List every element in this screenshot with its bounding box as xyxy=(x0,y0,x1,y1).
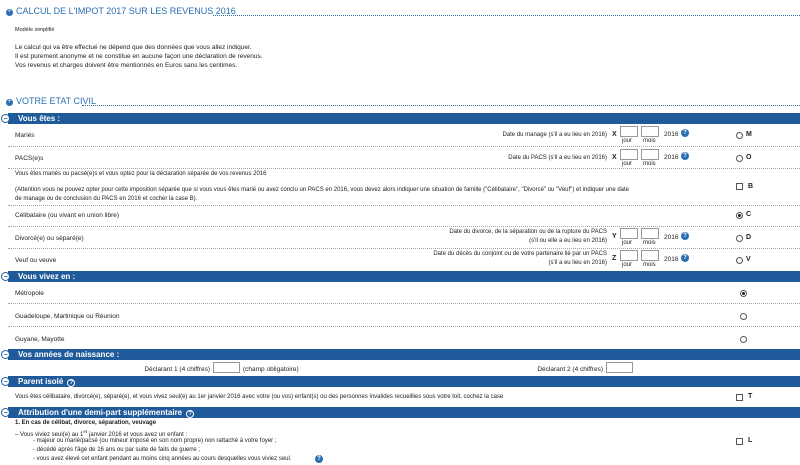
veuf-date-label-1: Date du décès du conjoint ou de votre partenaire lié par un PACS xyxy=(433,251,607,257)
divorce-date-label-2: (s'il ou elle a eu lieu en 2016) xyxy=(529,238,607,244)
declarant-2-input[interactable] xyxy=(606,362,633,373)
help-icon[interactable]: ? xyxy=(186,410,194,418)
band-label: Vos années de naissance : xyxy=(18,350,120,359)
separe-line-2: (Attention vous ne pouvez opter pour cette imposition séparée que si vous vous êtes marié ou avez conclu un PACS en 2016, vous devez alors indiquer une situation de famille ("Célibataire", "Divorcé" ou "Veuf") et indiquer une date xyxy=(15,187,630,193)
subtitle: Modèle simplifié xyxy=(15,27,55,33)
jour-caption: jour xyxy=(622,240,633,246)
maries-jour-input[interactable] xyxy=(620,126,638,137)
letter-c: C xyxy=(746,211,752,218)
help-icon[interactable]: ? xyxy=(681,129,689,137)
row-divider xyxy=(8,205,800,206)
line-1-sup: er xyxy=(83,429,88,434)
divorce-mois-input[interactable] xyxy=(641,228,659,239)
intro-line-1: Le calcul qui va être effectué ne dépend que des données que vous allez indiquer. xyxy=(15,44,252,51)
jour-caption: jour xyxy=(622,161,633,167)
celibataire-label: Célibataire (ou vivant en union libre) xyxy=(15,212,120,219)
demi-part-line-3: - décédé après l'âge de 16 ans ou par suite de faits de guerre ; xyxy=(33,447,200,453)
mois-caption: mois xyxy=(643,262,656,268)
divider xyxy=(82,105,800,106)
radio-celibataire[interactable] xyxy=(736,212,743,219)
intro-line-3: Vos revenus et charges doivent être mentionnés en Euros sans les centimes. xyxy=(15,62,238,69)
help-icon[interactable]: ? xyxy=(67,379,75,387)
band-vous-etes xyxy=(3,113,800,124)
row-divider xyxy=(8,326,800,327)
line-1-start: – Vous viviez seul(e) au 1 xyxy=(15,432,84,438)
page-title xyxy=(6,6,236,16)
band-demi-part xyxy=(3,407,800,418)
jour-caption: jour xyxy=(622,138,633,144)
line-1-end: janvier 2016 et vous avez un enfant : xyxy=(87,432,188,438)
letter-t: T xyxy=(748,393,753,400)
expand-icon[interactable]: − xyxy=(1,272,10,281)
demi-part-line-2: - majeur ou marié/pacsé (ou mineur imposé en son nom propre) non rattaché à votre foyer ; xyxy=(33,438,277,444)
option-antilles: Guadeloupe, Martinique ou Réunion xyxy=(15,313,120,320)
veuf-mois-input[interactable] xyxy=(641,250,659,261)
maries-label: Mariés xyxy=(15,132,35,139)
separe-line-1: Vous êtes mariés ou pacsé(e)s et vous optez pour la déclaration séparée de vos revenus 2016 xyxy=(15,171,267,177)
veuf-jour-input[interactable] xyxy=(620,250,638,261)
veuf-label: Veuf ou veuve xyxy=(15,257,57,264)
mois-caption: mois xyxy=(643,138,656,144)
veuf-code: Z xyxy=(612,255,617,262)
radio-pacses[interactable] xyxy=(736,155,743,162)
expand-icon[interactable]: − xyxy=(1,114,10,123)
jour-caption: jour xyxy=(622,262,633,268)
row-divider xyxy=(8,168,800,169)
row-divider xyxy=(8,146,800,147)
pacses-jour-input[interactable] xyxy=(620,149,638,160)
divorce-label: Divorcé(e) ou séparé(e) xyxy=(15,235,84,242)
radio-metropole[interactable] xyxy=(740,290,747,297)
letter-v: V xyxy=(746,256,751,263)
pacses-date-label: Date du PACS (s'il a eu lieu en 2016) xyxy=(508,155,607,161)
checkbox-l[interactable] xyxy=(736,438,743,445)
band-label: Vous vivez en : xyxy=(18,272,76,281)
maries-year: 2016 xyxy=(664,131,679,138)
band-naissance xyxy=(3,349,800,360)
band-label-wrap xyxy=(18,407,194,418)
collapse-icon[interactable]: + xyxy=(7,9,12,15)
declarant-1-input[interactable] xyxy=(213,362,240,373)
band-label: Vous êtes : xyxy=(18,114,61,123)
maries-mois-input[interactable] xyxy=(641,126,659,137)
radio-guyane[interactable] xyxy=(740,336,747,343)
help-icon[interactable]: ? xyxy=(681,254,689,262)
separe-line-3: de manage ou de conclusion du PACS en 2016 et cocher la case B). xyxy=(15,196,198,202)
mois-caption: mois xyxy=(643,240,656,246)
section-title-text: VOTRE ETAT CIVIL xyxy=(16,96,97,106)
divorce-date-label-1: Date du divorce, de la séparation ou de la rupture du PACS xyxy=(449,229,607,235)
radio-maries[interactable] xyxy=(736,132,743,139)
help-icon[interactable]: ? xyxy=(681,152,689,160)
letter-l: L xyxy=(748,437,753,444)
pacses-mois-input[interactable] xyxy=(641,149,659,160)
letter-o: O xyxy=(746,154,752,161)
divorce-code: Y xyxy=(612,233,617,240)
row-divider xyxy=(8,226,800,227)
demi-part-heading: 1. En cas de célibat, divorce, séparation, veuvage xyxy=(15,420,157,426)
expand-icon[interactable]: − xyxy=(1,377,10,386)
declarant-1-label: Déclarant 1 (4 chiffres) xyxy=(144,366,210,373)
band-parent-isole xyxy=(3,376,800,387)
collapse-icon[interactable]: + xyxy=(7,99,12,105)
expand-icon[interactable]: − xyxy=(1,350,10,359)
veuf-date-label-2: (s'il a eu lieu en 2016) xyxy=(548,260,607,266)
letter-b: B xyxy=(748,183,754,190)
divider xyxy=(213,15,800,16)
divorce-year: 2016 xyxy=(664,234,679,241)
radio-antilles[interactable] xyxy=(740,313,747,320)
parent-isole-text: Vous êtes célibataire, divorcé(e), séparé(e), et vous vivez seul(e) au 1er janvier 2016 avec votre (ou vos) enfant(s) ou des personnes invalides recueillies sous votre toit, cochez la case xyxy=(15,394,504,400)
champ-obligatoire: (champ obligatoire) xyxy=(243,366,299,373)
declarant-2-label: Déclarant 2 (4 chiffres) xyxy=(537,366,603,373)
pacses-year: 2016 xyxy=(664,154,679,161)
page-title-text: CALCUL DE L'IMPOT 2017 SUR LES REVENUS 2016 xyxy=(16,6,236,16)
checkbox-b[interactable] xyxy=(736,183,743,190)
row-divider xyxy=(8,248,800,249)
band-label: Parent isolé xyxy=(18,377,64,386)
maries-code: X xyxy=(612,131,617,138)
band-label-wrap xyxy=(18,376,75,387)
help-icon[interactable]: ? xyxy=(681,232,689,240)
demi-part-line-4: - vous avez élevé cet enfant pendant au moins cinq années au cours desquelles vous viviez seul. xyxy=(33,456,292,462)
mois-caption: mois xyxy=(643,161,656,167)
letter-m: M xyxy=(746,131,752,138)
letter-d: D xyxy=(746,234,752,241)
maries-date-label: Date du manage (s'il a eu lieu en 2016) xyxy=(502,132,607,138)
divorce-jour-input[interactable] xyxy=(620,228,638,239)
veuf-year: 2016 xyxy=(664,256,679,263)
radio-divorce[interactable] xyxy=(736,235,743,242)
checkbox-t[interactable] xyxy=(736,394,743,401)
expand-icon[interactable]: − xyxy=(1,408,10,417)
option-guyane: Guyane, Mayotte xyxy=(15,336,65,343)
pacses-code: X xyxy=(612,154,617,161)
row-divider xyxy=(8,303,800,304)
intro-line-2: Il est purement anonyme et ne constitue en aucune façon une déclaration de revenus. xyxy=(15,53,263,60)
band-vous-vivez-en xyxy=(3,271,800,282)
pacses-label: PACS(e)s xyxy=(15,155,44,162)
radio-veuf[interactable] xyxy=(736,257,743,264)
help-icon[interactable]: ? xyxy=(315,455,323,463)
option-metropole: Métropole xyxy=(15,290,44,297)
demi-part-line-1 xyxy=(15,429,187,438)
band-label: Attribution d'une demi-part supplémentaire xyxy=(18,408,183,417)
